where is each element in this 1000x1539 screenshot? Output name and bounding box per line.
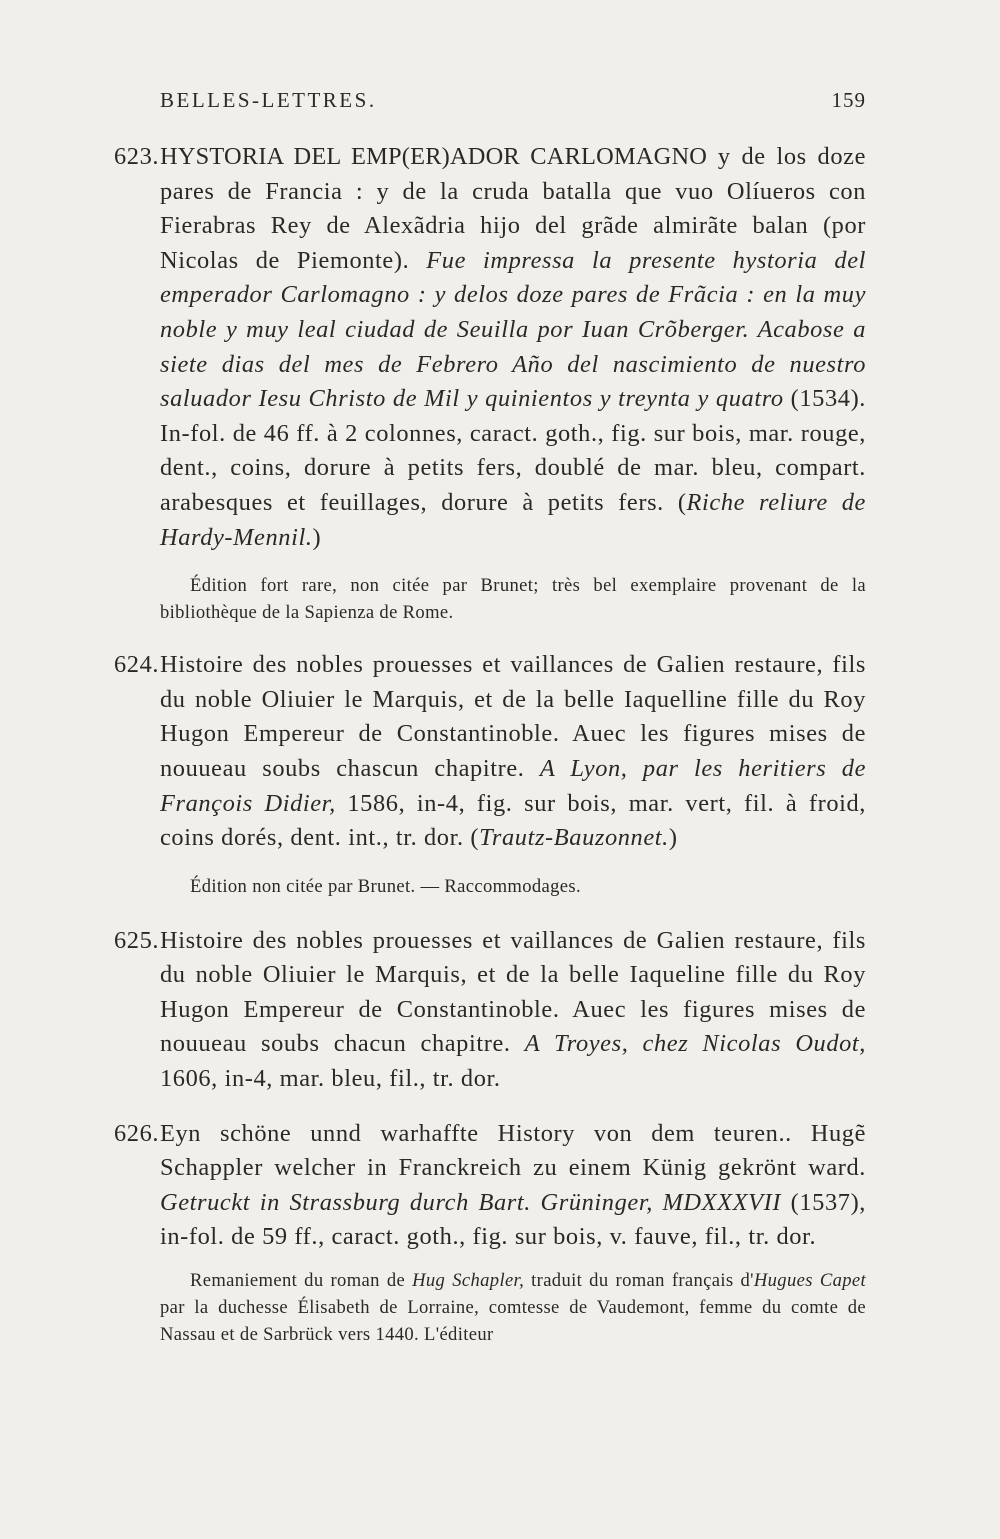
entry-imprint: Fue impressa la presente hystoria del emperador Carlomagno : y delos doze pares de Frãcia : en la muy noble y muy leal ciudad de Seuilla por Iuan Crõberger. Acabose a siete dias del mes de Febrero Año del nascimiento de nuestro saluador Iesu Christo de Mil y quinientos y treynta y quatro: [160, 246, 867, 413]
entry-title-caps: HYSTORIA DEL EMP(ER)ADOR CARLOMAGNO: [160, 143, 708, 170]
entry-binding-close: ): [668, 824, 678, 852]
entry-title-rest: y de los doze pares de Francia : y de la cruda batalla que vuo Olíueros con Fierabras Rey de Alexãdria hijo del grãde almirãte balan (por Nicolas de Piemonte).: [160, 143, 866, 274]
entry-imprint: A Lyon, par les heritiers de François Didier,: [160, 754, 866, 817]
entry-imprint: Getruckt in Strassburg durch Bart. Grüninger, MDXXXVII: [160, 1188, 782, 1216]
catalog-entry-626: [114, 1117, 866, 1255]
entry-binding: Riche reliure de Hardy-Mennil.: [160, 488, 866, 551]
catalog-entry-624: [114, 648, 866, 856]
entry-note-623: Édition fort rare, non citée par Brunet; très bel exemplaire provenant de la bibliothèque de la Sapienza de Rome.: [160, 575, 866, 624]
catalog-entry-623: [114, 140, 867, 555]
main-text: [114, 140, 867, 1348]
note-text: traduit du roman français d': [524, 1270, 754, 1292]
note-italic-title: Hug Schapler,: [412, 1270, 525, 1292]
note-italic-title: Hugues Capet: [753, 1270, 866, 1292]
entry-title: Eyn schöne unnd warhaffte History von dem teuren.. Hugẽ Schappler welcher in Franckreich zu einem Künig gekrönt ward.: [160, 1119, 866, 1182]
entry-note-624: Édition non citée par Brunet. — Raccommodages.: [190, 875, 581, 897]
entry-description: (1537), in-fol. de 59 ff., caract. goth., fig. sur bois, v. fauve, fil., tr. dor.: [160, 1188, 866, 1251]
entry-title: Histoire des nobles prouesses et vaillances de Galien restaure, fils du noble Oliuier le Marquis, et de la belle Iaquelline fille du Roy Hugon Empereur de Constantinoble. Auec les figures mises de nouueau soubs chascun chapitre.: [160, 651, 866, 782]
entry-number: 626.: [114, 1119, 160, 1147]
entry-binding-close: ): [312, 523, 322, 551]
entry-number: 624.: [114, 651, 160, 679]
page-number: 159: [831, 88, 866, 112]
entry-description: (1534). In-fol. de 46 ff. à 2 colonnes, caract. goth., fig. sur bois, mar. rouge, dent., coins, dorure à petits fers, doublé de mar. bleu, compart. arabesques et feuillages, dorure à petits fers. (: [160, 385, 866, 516]
note-text: par la duchesse Élisabeth de Lorraine, comtesse de Vaudemont, femme du comte de Nassau et de Sarbrück vers 1440. L'éditeur: [160, 1297, 866, 1346]
entry-description: 1606, in-4, mar. bleu, fil., tr. dor.: [160, 1065, 501, 1093]
entry-imprint: A Troyes, chez Nicolas Oudot,: [524, 1030, 866, 1058]
running-title: BELLES-LETTRES.: [160, 88, 377, 112]
catalog-entry-625: [114, 924, 866, 1097]
entry-number: 623.: [114, 143, 160, 170]
running-header: [160, 88, 866, 113]
entry-binding: Trautz-Bauzonnet.: [479, 824, 669, 852]
entry-number: 625.: [114, 926, 160, 954]
entry-note-626: [160, 1267, 866, 1348]
entry-title: Histoire des nobles prouesses et vaillances de Galien restaure, fils du noble Oliuier le Marquis, et de la belle Iaqueline fille du Roy Hugon Empereur de Constantinoble. Auec les figures mises de nouueau soubs chacun chapitre.: [160, 926, 866, 1058]
entry-description: 1586, in-4, fig. sur bois, mar. vert, fil. à froid, coins dorés, dent. int., tr. dor. (: [160, 789, 866, 852]
note-text: Remaniement du roman de: [190, 1270, 413, 1292]
